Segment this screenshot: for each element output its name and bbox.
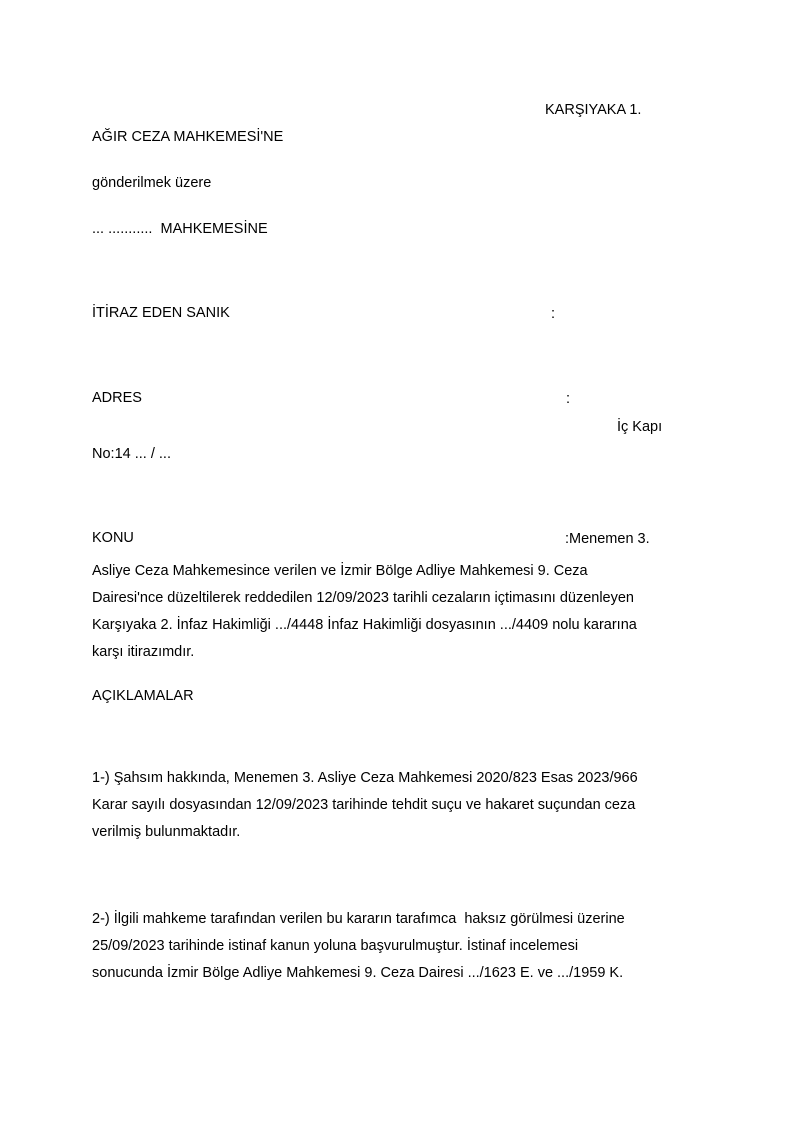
target-court-line: ... ........... MAHKEMESİNE	[92, 221, 268, 237]
subject-label: KONU	[92, 530, 134, 546]
explanations-heading: AÇIKLAMALAR	[92, 688, 194, 704]
field-separator-defendant: :	[551, 306, 556, 322]
address-continuation-right: İç Kapı	[617, 419, 663, 435]
subject-body	[92, 558, 700, 666]
forwarding-note: gönderilmek üzere	[92, 175, 212, 191]
explanation-paragraph-1	[92, 765, 700, 846]
court-city-line: KARŞIYAKA 1.	[545, 102, 642, 118]
subject-line: Asliye Ceza Mahkemesince verilen ve İzmir Bölge Adliye Mahkemesi 9. Ceza	[92, 563, 588, 579]
field-label-defendant: İTİRAZ EDEN SANIK	[92, 305, 230, 321]
address-continuation-left: No:14 ... / ...	[92, 446, 171, 462]
paragraph-line: 1-) Şahsım hakkında, Menemen 3. Asliye Ceza Mahkemesi 2020/823 Esas 2023/966	[92, 770, 638, 786]
paragraph-line: 25/09/2023 tarihinde istinaf kanun yoluna başvurulmuştur. İstinaf incelemesi	[92, 938, 579, 954]
field-label-address: ADRES	[92, 390, 142, 406]
paragraph-line: sonucunda İzmir Bölge Adliye Mahkemesi 9. Ceza Dairesi .../1623 E. ve .../1959 K.	[92, 965, 624, 981]
paragraph-line: Karar sayılı dosyasından 12/09/2023 tarihinde tehdit suçu ve hakaret suçundan ceza	[92, 797, 636, 813]
paragraph-line: verilmiş bulunmaktadır.	[92, 824, 241, 840]
field-separator-address: :	[566, 391, 571, 407]
court-name-line: AĞIR CEZA MAHKEMESİ'NE	[92, 129, 284, 145]
explanation-paragraph-2	[92, 906, 700, 987]
subject-value-start: :Menemen 3.	[565, 531, 650, 547]
subject-line: karşı itirazımdır.	[92, 644, 195, 660]
paragraph-line: 2-) İlgili mahkeme tarafından verilen bu kararın tarafımca haksız görülmesi üzerine	[92, 911, 625, 927]
subject-line: Karşıyaka 2. İnfaz Hakimliği .../4448 İnfaz Hakimliği dosyasının .../4409 nolu kararına	[92, 617, 637, 633]
subject-line: Dairesi'nce düzeltilerek reddedilen 12/09/2023 tarihli cezaların içtimasını düzenleyen	[92, 590, 634, 606]
